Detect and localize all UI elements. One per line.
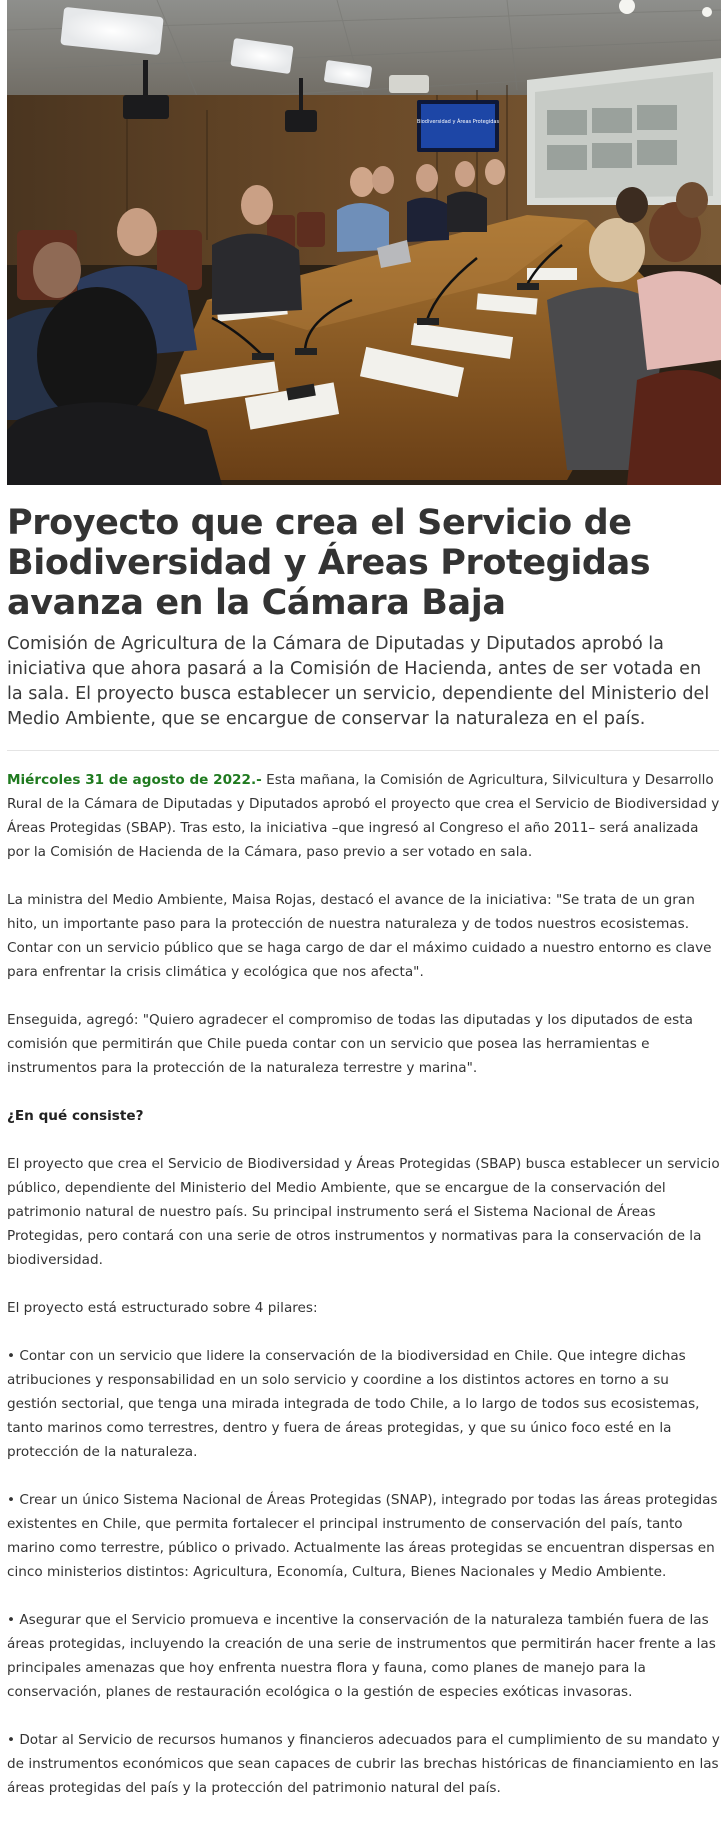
article-body [7,768,721,1824]
meeting-room-illustration [7,0,721,485]
article-lead: Comisión de Agricultura de la Cámara de Diputadas y Diputados aprobó la iniciativa que ahora pasará a la Comisión de Hacienda, antes de ser votada en la sala. El proyecto busca establecer un servicio, dependiente del Ministerio del Medio Ambiente, que se encargue de conservar la naturaleza en el país. [7,634,710,729]
paragraph-4: El proyecto que crea el Servicio de Biodiversidad y Áreas Protegidas (SBAP) busca establecer un servicio público, dependiente del Ministerio del Medio Ambiente, que se encargue de la conservación del patrimonio natural de nuestro país. Su principal instrumento será el Sistema Nacional de Áreas Protegidas, pero contará con una serie de otros instrumentos y normativas para la conservación de la biodiversidad. [7,1156,720,1268]
bullet-2: • Crear un único Sistema Nacional de Áreas Protegidas (SNAP), integrado por todas las áreas protegidas existentes en Chile, que permita fortalecer el principal instrumento de conservación del país, tanto marino como terrestre, público o privado. Actualmente las áreas protegidas se encuentran dispersas en cinco ministerios distintos: Agricultura, Economía, Cultura, Bienes Nacionales y Medio Ambiente. [7,1492,718,1580]
dateline: Miércoles 31 de agosto de 2022.- [7,772,262,788]
tv-screen-title: Biodiversidad y Áreas Protegidas [416,119,500,125]
bullet-4: • Dotar al Servicio de recursos humanos y financieros adecuados para el cumplimiento de su mandato y de instrumentos económicos que sean capaces de cubrir las brechas históricas de financiamiento en las áreas protegidas del país y la protección del patrimonio natural del país. [7,1732,720,1796]
paragraph-1-text: Esta mañana, la Comisión de Agricultura, Silvicultura y Desarrollo Rural de la Cámara de Diputadas y Diputados aprobó el proyecto que crea el Servicio de Biodiversidad y Áreas Protegidas (SBAP). Tras esto, la iniciativa –que ingresó al Congreso el año 2011– será analizada por la Comisión de Hacienda de la Cámara, paso previo a ser votado en sala. [7,772,720,860]
paragraph-2: La ministra del Medio Ambiente, Maisa Rojas, destacó el avance de la iniciativa: "Se trata de un gran hito, un importante paso para la protección de nuestra naturaleza y de todos nuestros ecosistemas. Contar con un servicio público que se haga cargo de dar el máximo cuidado a nuestro entorno es clave para enfrentar la crisis climática y ecológica que nos afecta". [7,892,712,980]
bullet-3: • Asegurar que el Servicio promueva e incentive la conservación de la naturaleza también fuera de las áreas protegidas, incluyendo la creación de una serie de instrumentos que permitirán hacer frente a las principales amenazas que hoy enfrenta nuestra flora y fauna, como planes de manejo para la conservación, planes de restauración ecológica o la gestión de especies exóticas invasoras. [7,1612,716,1700]
article-headline: Proyecto que crea el Servicio de Biodiversidad y Áreas Protegidas avanza en la Cámara Baja [7,503,651,623]
article-photo [7,0,721,485]
section-subhead: ¿En qué consiste? [7,1108,144,1124]
bullet-1: • Contar con un servicio que lidere la conservación de la biodiversidad en Chile. Que integre dichas atribuciones y responsabilidad en un solo servicio y coordine a los distintos actores en torno a su gestión sectorial, que tenga una mirada integrada de todo Chile, a lo largo de todos sus ecosistemas, tanto marinos como terrestres, dentro y fuera de áreas protegidas, y que su único foco esté en la protección de la naturaleza. [7,1348,700,1460]
paragraph-3: Enseguida, agregó: "Quiero agradecer el compromiso de todas las diputadas y los diputados de esta comisión que permitirán que Chile pueda contar con un servicio que posea las herramientas e instrumentos para la protección de la naturaleza terrestre y marina". [7,1012,693,1076]
paragraph-5: El proyecto está estructurado sobre 4 pilares: [7,1300,318,1316]
paragraph-1 [7,768,721,864]
divider [7,750,719,751]
